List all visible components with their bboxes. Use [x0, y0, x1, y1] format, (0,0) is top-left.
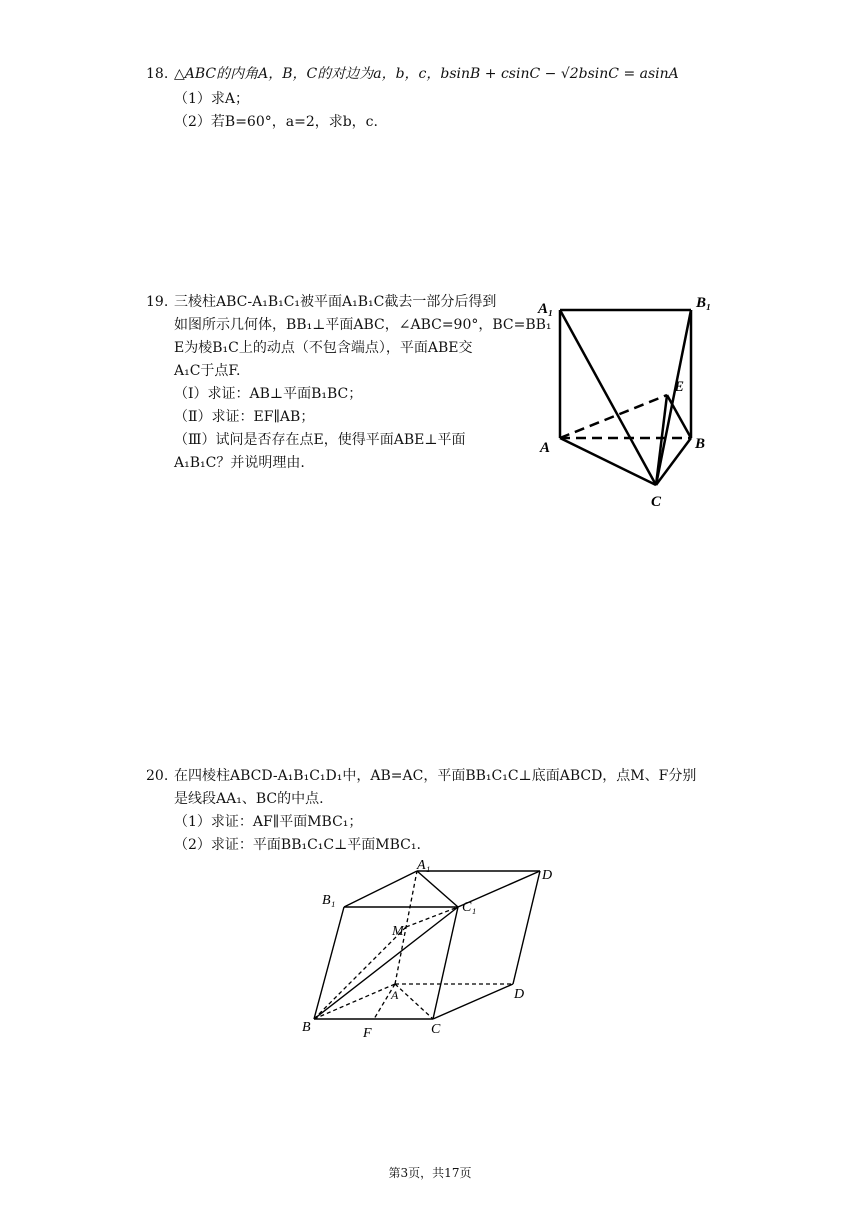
q19-line-8: A₁B₁C？并说明理由.: [174, 455, 305, 471]
q18-number: 18.: [146, 66, 169, 82]
q18-part2: （2）若B=60°，a=2，求b，c.: [174, 114, 378, 130]
q19-part1: （Ⅰ）求证：AB⊥平面B₁BC；: [174, 386, 363, 402]
q20-part1: （1）求证：AF∥平面MBC₁；: [174, 814, 363, 830]
q20-label-a1: A₁: [417, 858, 431, 873]
q19-part3: （Ⅲ）试问是否存在点E，使得平面ABE⊥平面: [174, 432, 466, 448]
q20-label-f: F: [363, 1026, 372, 1041]
q19-line-1: 三棱柱ABC-A₁B₁C₁被平面A₁B₁C截去一部分后得到: [174, 294, 497, 310]
q19-label-b: B: [695, 436, 706, 452]
q20-label-a: A: [391, 988, 399, 1002]
q19-part2: （Ⅱ）求证：EF∥AB；: [174, 409, 315, 425]
q19-label-b1: B₁: [696, 295, 712, 311]
q18-part1: （1）求A；: [174, 91, 250, 107]
q19-line-4: A₁C于点F.: [174, 363, 241, 379]
q18-stem: △ABC的内角A，B，C的对边为a，b，c，bsinB + csinC − √2bsinC = asinA: [174, 66, 679, 82]
q19-label-a: A: [540, 440, 551, 456]
q19-label-c: C: [651, 494, 662, 510]
q20-label-d: D: [514, 987, 525, 1002]
q20-line-1: 在四棱柱ABCD-A₁B₁C₁D₁中，AB=AC，平面BB₁C₁C⊥底面ABCD，点M、F分别: [174, 768, 697, 784]
q20-label-c: C: [431, 1022, 441, 1037]
q20-number: 20.: [146, 768, 169, 784]
q19-label-e: E: [674, 379, 685, 395]
q19-line-3: E为棱B₁C上的动点（不包含端点），平面ABE交: [174, 340, 473, 356]
page-footer: 第3页，共17页: [388, 1166, 472, 1180]
q20-label-b1: B₁: [322, 893, 336, 908]
q19-line-2: 如图所示几何体，BB₁⊥平面ABC，∠ABC=90°，BC=BB₁: [174, 317, 552, 333]
q20-label-m: M: [392, 924, 404, 939]
q20-figure: [300, 855, 570, 1045]
q20-part2: （2）求证：平面BB₁C₁C⊥平面MBC₁.: [174, 837, 421, 853]
q20-label-c1: C₁: [462, 900, 477, 915]
q20-label-d1: D: [542, 868, 553, 883]
q19-figure: [530, 285, 730, 515]
q19-number: 19.: [146, 294, 169, 310]
q20-label-b: B: [302, 1020, 311, 1035]
q20-line-2: 是线段AA₁、BC的中点.: [174, 791, 324, 807]
q19-label-a1: A₁: [538, 301, 554, 317]
